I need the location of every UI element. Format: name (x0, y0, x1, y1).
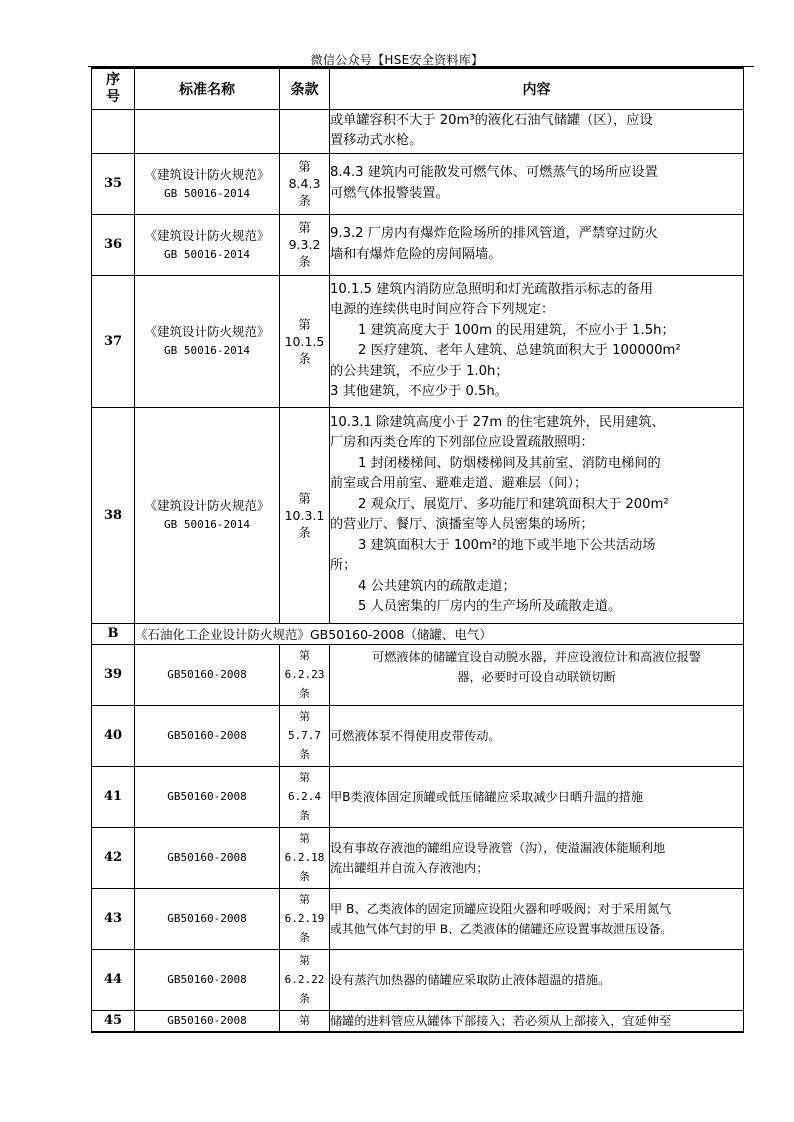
cell-clause (280, 407, 330, 623)
clause-prefix: 第 (299, 832, 310, 845)
cell-content (330, 1010, 744, 1032)
cell-no: 44 (92, 949, 135, 1010)
cell-content (330, 153, 744, 214)
cell-no: 43 (92, 888, 135, 949)
table-row (92, 109, 744, 153)
standard-code: GB 50016-2014 (163, 186, 251, 200)
content-line: 2 观众厅、展览厅、多功能厅和建筑面积大于 200m² (358, 496, 669, 512)
cell-name (135, 153, 280, 214)
cell-no: 37 (92, 275, 135, 407)
cell-clause (280, 705, 330, 766)
content-line: 器，必要时可设自动联锁切断 (457, 669, 616, 684)
cell-clause (280, 949, 330, 1010)
cell-no: 39 (92, 644, 135, 705)
table-row (92, 888, 744, 949)
col-header-name: 标准名称 (135, 68, 280, 109)
content-line: 的公共建筑，不应少于 1.0h； (330, 363, 509, 379)
clause-prefix: 第 (299, 649, 310, 662)
col-header-clause: 条款 (280, 68, 330, 109)
table-row (92, 1010, 744, 1032)
cell-content (330, 644, 744, 705)
content-line: 可燃液体泵不得使用皮带传动。 (330, 728, 501, 743)
content-line: 墙和有爆炸危险的房间隔墙。 (330, 246, 502, 262)
cell-content (330, 949, 744, 1010)
content-line: 4 公共建筑内的疏散走道； (358, 578, 516, 594)
cell-name: GB50160-2008 (135, 827, 280, 888)
cell-clause (280, 766, 330, 827)
cell-no: 41 (92, 766, 135, 827)
table-row (92, 407, 744, 623)
standard-title: 《建筑设计防火规范》 (144, 166, 270, 182)
page-header: 微信公众号【HSE安全资料库】 (310, 53, 484, 67)
clause-suffix: 条 (298, 193, 311, 208)
content-line: 厂房和丙类仓库的下列部位应设置疏散照明： (330, 435, 594, 450)
clause-suffix: 条 (298, 254, 311, 269)
clause-suffix: 条 (299, 809, 310, 822)
content-line: 9.3.2 厂房内有爆炸危险场所的排风管道，严禁穿过防火 (330, 226, 658, 241)
content-line: 8.4.3 建筑内可能散发可燃气体、可燃蒸气的场所应设置 (330, 165, 658, 180)
clause-suffix: 条 (299, 870, 310, 883)
standard-title: 《建筑设计防火规范》 (144, 498, 270, 513)
clause-prefix: 第 (299, 771, 310, 784)
cell-content (330, 888, 744, 949)
clause-prefix: 第 (299, 954, 310, 967)
cell-clause (280, 214, 330, 275)
cell-clause (280, 153, 330, 214)
content-line: 10.1.5 建筑内消防应急照明和灯光疏散指示标志的备用 (330, 281, 654, 297)
cell-name (135, 407, 280, 623)
section-row (92, 623, 744, 644)
cell-content (330, 214, 744, 275)
clause-suffix: 条 (299, 931, 310, 944)
table-row (92, 644, 744, 705)
cell-content (330, 827, 744, 888)
content-line: 置移动式水枪。 (330, 133, 423, 148)
clause-prefix: 第 (298, 159, 311, 174)
standard-title: 《建筑设计防火规范》 (144, 324, 270, 339)
content-line: 的营业厅、餐厅、演播室等人员密集的场所； (330, 517, 594, 532)
table-row (92, 949, 744, 1010)
table-row (92, 705, 744, 766)
content-line: 流出罐组并自流入存液池内； (330, 860, 489, 875)
content-line: 设有事故存液池的罐组应设导液管（沟），使溢漏液体能顺利地 (330, 840, 666, 855)
cell-content (330, 109, 744, 153)
clause-number: 10.1.5 (284, 333, 325, 349)
clause-prefix: 第 (298, 220, 311, 235)
cell-no: 42 (92, 827, 135, 888)
content-line: 2 医疗建筑、老年人建筑、总建筑面积大于 100000m² (358, 343, 681, 358)
clause-number: 9.3.2 (288, 237, 321, 252)
clause-number: 10.3.1 (284, 507, 325, 523)
standard-code: GB 50016-2014 (163, 247, 251, 261)
clause-number: 6.2.23 (284, 668, 325, 681)
cell-name: GB50160-2008 (135, 705, 280, 766)
table-header-row (92, 68, 744, 109)
cell-clause (280, 888, 330, 949)
clause-number: 6.2.4 (287, 790, 322, 803)
cell-name (135, 109, 280, 153)
clause-prefix: 第 (299, 710, 310, 723)
clause-suffix: 条 (299, 687, 310, 700)
cell-no: 38 (92, 407, 135, 623)
clause-number: 5.7.7 (287, 729, 322, 742)
clause-number: 6.2.19 (284, 912, 325, 925)
clause-suffix: 条 (299, 748, 310, 761)
clause-prefix: 第 (299, 893, 310, 906)
clause-suffix: 条 (298, 524, 311, 540)
table-row (92, 827, 744, 888)
content-line: 电源的连续供电时间应符合下列规定： (330, 302, 555, 317)
content-line: 可燃液体的储罐宜设自动脱水器，并应设液位计和高液位报警 (371, 649, 702, 664)
cell-name: GB50160-2008 (135, 949, 280, 1010)
cell-name: GB50160-2008 (135, 644, 280, 705)
cell-name: GB50160-2008 (135, 888, 280, 949)
content-line: 设有蒸汽加热器的储罐应采取防止液体超温的措施。 (330, 972, 611, 987)
cell-clause (280, 827, 330, 888)
cell-no: 36 (92, 214, 135, 275)
content-line: 或单罐容积不大于 20m³的液化石油气储罐（区），应设 (330, 112, 653, 128)
cell-clause (280, 1010, 330, 1032)
cell-name (135, 275, 280, 407)
cell-content (330, 766, 744, 827)
content-line: 所； (330, 558, 357, 573)
content-line: 前室或合用前室、避难走道、避难层（间）； (330, 476, 588, 491)
cell-no (92, 109, 135, 153)
table-row (92, 153, 744, 214)
cell-content (330, 705, 744, 766)
clause-prefix: 第 (299, 1014, 310, 1027)
table-row (92, 214, 744, 275)
cell-no: 35 (92, 153, 135, 214)
clause-prefix: 第 (298, 490, 311, 506)
content-line: 或其他气体气封的甲 B、乙类液体的储罐还应设置事故泄压设备。 (330, 921, 673, 936)
clause-number: 6.2.22 (284, 973, 325, 986)
clause-prefix: 第 (298, 316, 311, 332)
content-line: 可燃气体报警装置。 (330, 185, 449, 201)
table-row (92, 275, 744, 407)
section-title: 《石油化工企业设计防火规范》GB50160-2008（储罐、电气） (135, 623, 744, 644)
cell-name: GB50160-2008 (135, 766, 280, 827)
cell-clause (280, 109, 330, 153)
col-header-no: 序号 (92, 68, 135, 109)
section-letter: B (92, 623, 135, 644)
content-line: 1 建筑高度大于 100m 的民用建筑，不应小于 1.5h； (358, 322, 675, 338)
content-line: 5 人员密集的厂房内的生产场所及疏散走道。 (358, 599, 622, 614)
cell-clause (280, 275, 330, 407)
cell-content (330, 407, 744, 623)
standard-code: GB 50016-2014 (163, 344, 251, 357)
cell-clause (280, 644, 330, 705)
content-line: 3 建筑面积大于 100m²的地下或半地下公共活动场 (358, 537, 656, 553)
content-line: 3 其他建筑，不应少于 0.5h。 (330, 384, 508, 399)
cell-name (135, 214, 280, 275)
content-line: 甲 B、乙类液体的固定顶罐应设阻火器和呼吸阀；对于采用氮气 (330, 901, 672, 916)
content-line: 1 封闭楼梯间、防烟楼梯间及其前室、消防电梯间的 (358, 455, 661, 471)
content-line: 储罐的进料管应从罐体下部接入；若必须从上部接入，宜延伸至 (330, 1013, 672, 1028)
standard-code: GB 50016-2014 (163, 518, 251, 531)
col-header-content: 内容 (330, 68, 744, 109)
cell-no: 45 (92, 1010, 135, 1032)
clause-suffix: 条 (299, 992, 310, 1005)
cell-name: GB50160-2008 (135, 1010, 280, 1032)
cell-no: 40 (92, 705, 135, 766)
content-line: 10.3.1 除建筑高度小于 27m 的住宅建筑外，民用建筑、 (330, 414, 665, 430)
clause-number: 8.4.3 (288, 176, 321, 191)
standard-title: 《建筑设计防火规范》 (144, 227, 270, 243)
table-row (92, 766, 744, 827)
clause-suffix: 条 (298, 350, 311, 366)
clause-number: 6.2.18 (284, 851, 325, 864)
cell-content (330, 275, 744, 407)
standards-table (91, 67, 744, 1033)
content-line: 甲B类液体固定顶罐或低压储罐应采取减少日晒升温的措施 (330, 789, 644, 804)
